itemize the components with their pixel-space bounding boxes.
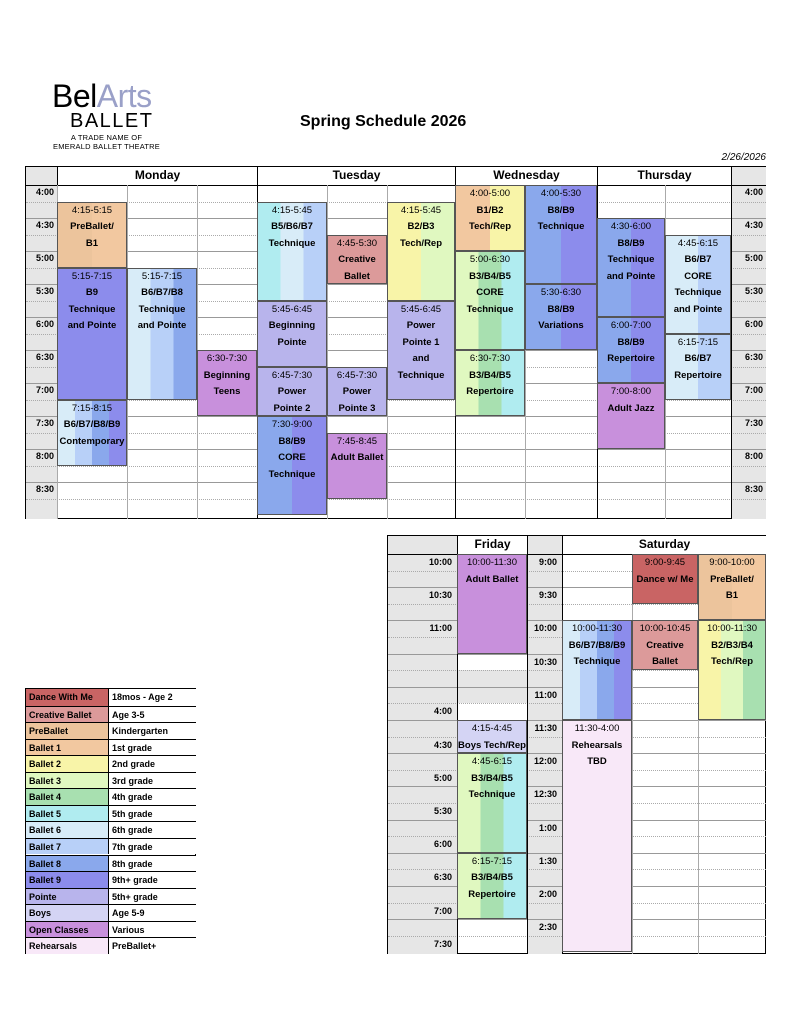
class-time: 7:15-8:15	[71, 402, 113, 414]
legend-age: 5th+ grade	[108, 888, 196, 905]
class-block-mon4	[197, 350, 257, 416]
legend-age: Various	[108, 921, 196, 938]
saturday-time-label: 10:00	[533, 623, 557, 634]
grid-row-line	[26, 449, 766, 450]
friday-time-label: 5:00	[433, 772, 452, 783]
class-label: Power	[342, 386, 372, 397]
class-time: 11:30-4:00	[574, 723, 620, 734]
class-time: 6:45-7:30	[336, 369, 378, 381]
time-label-right: 5:00	[744, 253, 763, 263]
class-block-wed1	[455, 185, 525, 251]
class-label: Technique	[674, 287, 722, 298]
class-label: Technique	[573, 656, 621, 668]
class-block-tue2	[327, 235, 387, 285]
class-label: Rehearsals	[571, 739, 623, 751]
legend-name: Ballet 6	[26, 821, 108, 838]
legend-age: Age 5-9	[108, 904, 196, 921]
time-label-left: 6:30	[35, 352, 54, 362]
class-label: Power	[277, 386, 307, 397]
class-block-sat1	[632, 554, 698, 604]
class-label: Tech/Rep	[710, 656, 754, 668]
legend-name: Ballet 4	[26, 788, 108, 805]
class-block-wed3	[455, 251, 525, 350]
logo-subtitle	[44, 133, 169, 151]
friday-time-label: 6:30	[433, 872, 452, 883]
class-label: B2/B3/B4	[711, 639, 753, 651]
class-label: B8/B9	[547, 204, 575, 216]
legend-name: Dance With Me	[26, 689, 108, 706]
legend-age: 3rd grade	[108, 772, 196, 789]
legend-name: Boys	[26, 904, 108, 921]
time-label-right: 5:30	[744, 286, 763, 296]
class-block-thu3	[597, 317, 665, 383]
class-label: Technique	[468, 789, 516, 801]
class-label: B1/B2	[476, 204, 504, 216]
logo-sub1: A TRADE NAME OF	[70, 133, 143, 142]
class-label: Beginning	[268, 320, 316, 331]
logo-arts: Arts	[96, 78, 152, 114]
class-block-tue3	[387, 202, 455, 301]
time-label-right: 7:00	[744, 385, 763, 395]
class-label: Dance w/ Me	[636, 573, 694, 585]
class-label: Tech/Rep	[399, 237, 443, 249]
class-time: 4:15-5:45	[271, 204, 313, 216]
friday-time-label: 7:30	[433, 938, 452, 949]
class-block-wed5	[455, 350, 525, 416]
friday-time-label: 11:00	[429, 623, 452, 634]
day-header-thursday: Thursday	[597, 167, 731, 185]
saturday-time-label: 12:30	[533, 789, 557, 800]
class-block-tue7	[327, 367, 387, 417]
class-time: 6:45-7:30	[271, 369, 313, 381]
class-label: Technique	[268, 468, 316, 480]
class-block-sat2	[698, 554, 766, 620]
class-time: 4:15-5:45	[400, 204, 442, 216]
class-block-tue9	[327, 433, 387, 499]
friday-time-label: 10:00	[428, 557, 452, 567]
class-label: PreBallet/	[710, 573, 754, 585]
class-time: 4:00-5:00	[469, 188, 511, 199]
legend-age: 8th grade	[108, 855, 196, 872]
time-label-right: 8:00	[744, 451, 763, 461]
class-time: 4:15-5:15	[71, 204, 113, 216]
grid-col-line	[632, 554, 633, 954]
class-time: 4:45-6:15	[471, 756, 513, 768]
saturday-time-label: 11:30	[534, 723, 557, 733]
class-block-fri2	[457, 720, 527, 753]
class-label: Technique	[466, 303, 514, 315]
class-time: 10:00-10:45	[639, 623, 691, 635]
class-label: B3/B4/B5	[471, 872, 513, 884]
class-label: B6/B7/B8/B9	[568, 639, 626, 651]
class-block-thu4	[665, 334, 731, 400]
class-block-sat3	[562, 620, 632, 720]
grid-row-line	[26, 466, 766, 467]
day-header-tuesday: Tuesday	[257, 167, 455, 185]
friday-time-label: 10:30	[428, 590, 452, 601]
legend-name: Ballet 8	[26, 855, 108, 872]
legend-age: 6th grade	[108, 821, 196, 838]
time-label-left: 7:00	[35, 385, 54, 395]
class-time: 10:00-11:30	[466, 557, 517, 568]
class-label: B3/B4/B5	[469, 270, 511, 282]
class-label: CORE	[278, 452, 306, 463]
legend-age: 2nd grade	[108, 755, 196, 772]
class-block-tue1	[257, 202, 327, 301]
saturday-time-label: 2:00	[538, 889, 557, 899]
class-block-tue5	[387, 301, 455, 400]
class-time: 6:30-7:30	[469, 353, 511, 364]
time-label-left: 5:00	[35, 253, 54, 263]
class-time: 4:15-4:45	[471, 723, 513, 734]
class-block-wed4	[525, 284, 597, 350]
legend-age: 5th grade	[108, 805, 196, 822]
class-label: and Pointe	[606, 270, 656, 282]
legend-age: Age 3-5	[108, 706, 196, 723]
logo-sub2: EMERALD BALLET THEATRE	[53, 142, 160, 151]
saturday-time-label: 1:30	[538, 855, 557, 866]
class-block-mon3	[127, 268, 197, 400]
time-label-left: 5:30	[35, 286, 54, 296]
time-label-right: 4:30	[744, 220, 763, 230]
legend-age: PreBallet+	[108, 937, 196, 954]
legend-name: Ballet 3	[26, 772, 108, 789]
class-block-thu1	[597, 218, 665, 317]
class-label: PreBallet/	[70, 221, 114, 232]
time-label-left: 4:30	[35, 220, 54, 230]
legend-name: Creative Ballet	[26, 706, 108, 723]
saturday-time-label: 10:30	[533, 656, 557, 667]
class-label: CORE	[476, 287, 504, 298]
class-label: Pointe 3	[338, 402, 376, 414]
class-label: B6/B7/B8/B9	[63, 419, 121, 430]
legend-age: 1st grade	[108, 739, 196, 756]
legend-name: Ballet 1	[26, 739, 108, 756]
class-block-mon5	[57, 400, 127, 466]
class-label: Repertoire	[607, 353, 655, 364]
class-time: 4:45-5:30	[336, 237, 378, 249]
class-time: 5:30-6:30	[540, 287, 582, 298]
class-label: and Pointe	[673, 303, 723, 315]
class-label: B6/B7	[684, 353, 712, 364]
class-label: B1	[85, 237, 99, 249]
friday-time-label: 5:30	[433, 806, 452, 816]
class-label: Creative	[338, 254, 376, 265]
friday-time-label: 6:00	[433, 839, 452, 850]
time-label-right: 6:00	[744, 319, 763, 329]
class-label: B3/B4/B5	[471, 772, 513, 784]
class-block-sat5	[698, 620, 766, 720]
class-label: Technique	[138, 303, 186, 315]
class-label: Contemporary	[59, 435, 125, 447]
class-time: 4:45-6:15	[677, 237, 719, 249]
class-time: 4:00-5:30	[540, 188, 582, 199]
class-block-mon2	[57, 268, 127, 400]
class-time: 6:15-7:15	[471, 855, 513, 867]
class-block-tue4	[257, 301, 327, 367]
class-label: Repertoire	[466, 386, 514, 397]
class-block-tue8	[257, 416, 327, 515]
class-label: and Pointe	[137, 320, 187, 331]
time-label-left: 6:00	[35, 319, 54, 329]
saturday-time-label: 9:00	[538, 557, 557, 567]
class-block-tue6	[257, 367, 327, 417]
day-header-friday: Friday	[457, 536, 527, 554]
class-label: CORE	[684, 270, 712, 282]
class-time: 7:00-8:00	[610, 386, 652, 397]
friday-time-label: 7:00	[433, 905, 452, 916]
class-label: B2/B3	[407, 221, 435, 232]
legend-age: 18mos - Age 2	[108, 689, 196, 706]
class-time: 5:00-6:30	[469, 254, 511, 265]
class-label: B8/B9	[278, 435, 306, 447]
class-time: 6:00-7:00	[610, 320, 652, 331]
class-time: 9:00-10:00	[709, 557, 755, 568]
time-label-left: 7:30	[35, 418, 54, 428]
saturday-time-label: 11:00	[534, 689, 557, 700]
day-header-saturday: Saturday	[562, 536, 766, 554]
class-time: 5:45-6:45	[400, 303, 442, 315]
legend-age: 7th grade	[108, 838, 196, 855]
time-label-right: 4:00	[744, 187, 763, 197]
saturday-time-label: 2:30	[538, 922, 557, 933]
time-label-right: 8:30	[744, 484, 763, 494]
time-label-left: 8:30	[35, 484, 54, 494]
class-label: B9	[85, 287, 99, 298]
class-time: 5:15-7:15	[141, 270, 183, 282]
time-label-left: 4:00	[35, 187, 54, 197]
class-block-fri4	[457, 853, 527, 919]
logo-wordmark	[52, 80, 152, 112]
time-label-left: 8:00	[35, 451, 54, 461]
logo-bel: Bel	[52, 78, 97, 114]
class-label: Technique	[607, 254, 655, 265]
weekend-schedule-grid	[387, 535, 766, 954]
class-label: Ballet	[344, 270, 370, 282]
legend-age: 4th grade	[108, 788, 196, 805]
legend-name: Ballet 5	[26, 805, 108, 822]
friday-time-label: 4:00	[433, 706, 452, 717]
schedule-date: 2/26/2026	[721, 152, 766, 163]
saturday-time-label: 9:30	[538, 590, 557, 601]
class-label: B8/B9	[547, 303, 575, 315]
class-label: B8/B9	[617, 336, 645, 348]
class-label: Adult Ballet	[465, 573, 519, 585]
class-label: TBD	[587, 756, 607, 767]
class-time: 7:30-9:00	[271, 419, 313, 430]
class-label: Technique	[68, 303, 116, 315]
class-time: 6:30-7:30	[206, 353, 248, 364]
day-header-wednesday: Wednesday	[455, 167, 597, 185]
class-block-thu2	[665, 235, 731, 334]
legend-age: Kindergarten	[108, 722, 196, 739]
class-block-mon1	[57, 202, 127, 268]
legend-name: Ballet 2	[26, 755, 108, 772]
class-block-fri1	[457, 554, 527, 654]
legend-name: Open Classes	[26, 921, 108, 938]
class-label: Ballet	[652, 656, 678, 668]
class-time: 6:15-7:15	[677, 336, 719, 348]
grid-row-line	[26, 482, 766, 483]
class-label: B8/B9	[617, 237, 645, 249]
class-time: 4:30-6:00	[610, 221, 652, 232]
legend-name: Ballet 7	[26, 838, 108, 855]
legend-age: 9th+ grade	[108, 871, 196, 888]
class-block-sat4	[632, 620, 698, 670]
class-label: and	[412, 353, 430, 364]
logo-ballet: BALLET	[70, 110, 154, 132]
class-block-fri3	[457, 753, 527, 853]
class-label: Beginning	[203, 369, 251, 381]
legend-table	[25, 688, 196, 954]
friday-time-label: 4:30	[433, 739, 452, 750]
class-label: Technique	[537, 221, 585, 232]
time-label-right: 7:30	[744, 418, 763, 428]
header-divider	[26, 185, 766, 186]
class-label: B6/B7/B8	[141, 287, 183, 298]
class-time: 9:00-9:45	[644, 557, 686, 568]
class-time: 7:45-8:45	[336, 435, 378, 447]
class-time: 5:45-6:45	[271, 303, 313, 315]
class-label: Power	[406, 320, 436, 331]
legend-name: Ballet 9	[26, 871, 108, 888]
weekday-schedule-grid	[25, 166, 766, 519]
saturday-time-label: 1:00	[538, 822, 557, 833]
class-label: Tech/Rep	[468, 221, 512, 232]
class-block-sat6	[562, 720, 632, 952]
class-label: Pointe 1	[402, 336, 440, 348]
class-time: 10:00-11:30	[706, 623, 757, 635]
class-label: Technique	[397, 369, 445, 381]
class-block-wed2	[525, 185, 597, 284]
class-label: Adult Jazz	[607, 402, 655, 414]
page-title: Spring Schedule 2026	[300, 113, 467, 130]
legend-name: Pointe	[26, 888, 108, 905]
class-block-thu5	[597, 383, 665, 449]
class-label: Boys Tech/Rep	[458, 739, 526, 751]
class-label: Teens	[213, 386, 241, 397]
class-label: Variations	[538, 320, 584, 331]
legend-name: PreBallet	[26, 722, 108, 739]
class-label: Pointe 2	[273, 402, 311, 414]
class-label: Pointe	[277, 336, 307, 348]
class-label: Repertoire	[674, 369, 722, 381]
class-label: B6/B7	[684, 254, 712, 265]
grid-row-line	[26, 499, 766, 500]
class-time: 10:00-11:30	[571, 623, 622, 635]
legend-name: Rehearsals	[26, 937, 108, 954]
class-label: Repertoire	[468, 888, 516, 900]
saturday-time-label: 12:00	[533, 756, 557, 767]
class-label: B5/B6/B7	[271, 221, 313, 232]
class-label: Adult Ballet	[330, 452, 384, 463]
class-label: and Pointe	[67, 320, 117, 331]
day-header-monday: Monday	[57, 167, 257, 185]
class-label: B1	[725, 590, 739, 601]
class-label: Creative	[646, 639, 684, 651]
time-label-right: 6:30	[744, 352, 763, 362]
class-label: Technique	[268, 237, 316, 249]
class-label: B3/B4/B5	[469, 369, 511, 381]
class-time: 5:15-7:15	[71, 270, 113, 282]
